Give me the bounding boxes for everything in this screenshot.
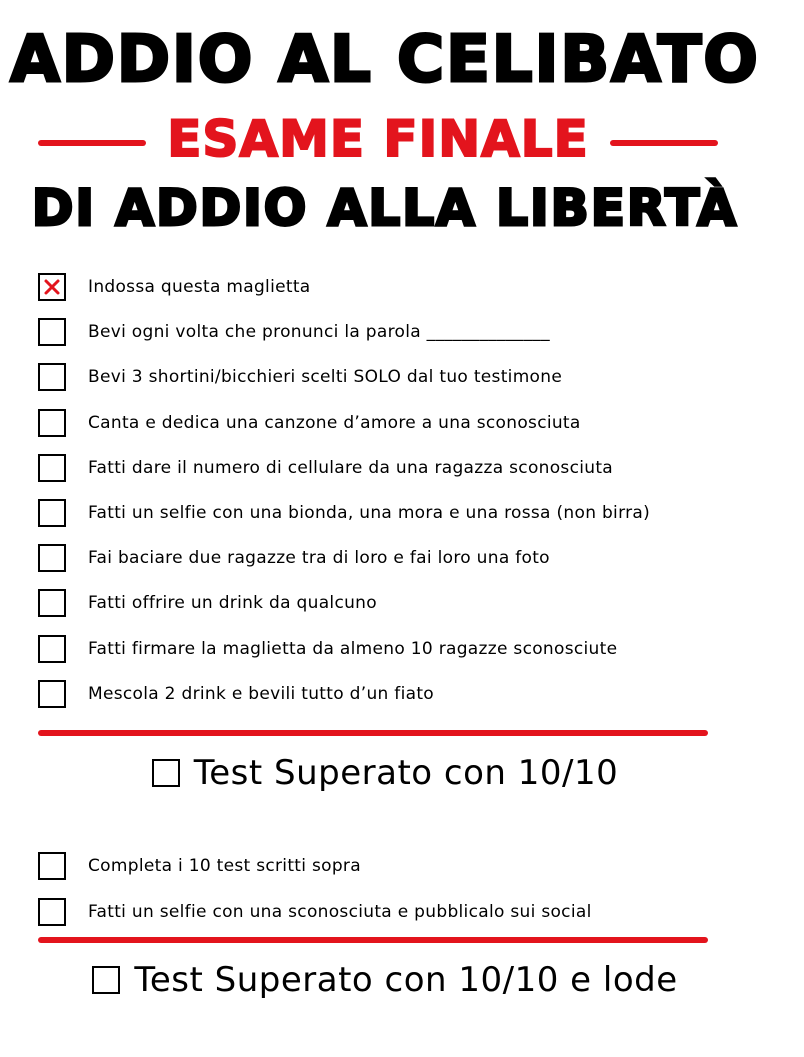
checkbox[interactable] bbox=[38, 852, 66, 880]
checkbox[interactable] bbox=[38, 898, 66, 926]
checklist-item bbox=[38, 360, 562, 394]
main-title-line-2: DI ADDIO ALLA LIBERTÀ bbox=[31, 179, 739, 237]
pass-row-2 bbox=[0, 955, 770, 1005]
pass-label-2: Test Superato con 10/10 e lode bbox=[134, 960, 678, 1000]
checkbox[interactable] bbox=[38, 544, 66, 572]
checklist-item-label: Bevi 3 shortini/bicchieri scelti SOLO dal tuo testimone bbox=[88, 367, 563, 388]
checklist-item bbox=[38, 451, 613, 485]
checkbox[interactable] bbox=[38, 273, 66, 301]
checklist-item bbox=[38, 677, 434, 711]
checklist-item-label: Bevi ogni volta che pronunci la parola ______________ bbox=[88, 322, 550, 343]
checklist-item bbox=[38, 586, 377, 620]
checklist-item bbox=[38, 496, 650, 530]
checkbox[interactable] bbox=[38, 409, 66, 437]
checklist-item bbox=[38, 541, 550, 575]
checklist-item bbox=[38, 632, 617, 666]
checkbox[interactable] bbox=[38, 318, 66, 346]
checklist-item-label: Indossa questa maglietta bbox=[88, 277, 311, 297]
checklist-item-label: Fatti offrire un drink da qualcuno bbox=[88, 593, 377, 614]
checklist-item bbox=[38, 895, 592, 929]
checkbox[interactable] bbox=[38, 363, 66, 391]
checklist-item-label: Canta e dedica una canzone d’amore a una sconosciuta bbox=[88, 412, 581, 433]
checklist-item-label: Fatti firmare la maglietta da almeno 10 ragazze sconosciute bbox=[88, 638, 618, 659]
pass-label-1: Test Superato con 10/10 bbox=[193, 753, 619, 793]
checklist-item bbox=[38, 315, 550, 349]
checkbox[interactable] bbox=[38, 635, 66, 663]
x-mark-icon bbox=[43, 278, 61, 296]
subtitle-row bbox=[38, 112, 718, 168]
checkbox[interactable] bbox=[38, 680, 66, 708]
checklist-item-label: Fai baciare due ragazze tra di loro e fai loro una foto bbox=[88, 548, 550, 569]
checklist-item bbox=[38, 406, 581, 440]
checkbox[interactable] bbox=[38, 589, 66, 617]
subtitle-right-line bbox=[610, 140, 718, 146]
checkbox[interactable] bbox=[38, 454, 66, 482]
subtitle: ESAME FINALE bbox=[167, 110, 589, 168]
checklist-item-label: Mescola 2 drink e bevili tutto d’un fiato bbox=[88, 683, 434, 704]
checklist-item-label: Completa i 10 test scritti sopra bbox=[88, 856, 361, 876]
divider-1 bbox=[38, 730, 708, 736]
subtitle-left-line bbox=[38, 140, 146, 146]
pass-row-1 bbox=[0, 748, 770, 798]
pass-checkbox-1[interactable] bbox=[152, 759, 180, 787]
checklist-item bbox=[38, 849, 361, 883]
checkbox[interactable] bbox=[38, 499, 66, 527]
checklist-item-label: Fatti un selfie con una bionda, una mora e una rossa (non birra) bbox=[88, 503, 651, 523]
pass-checkbox-2[interactable] bbox=[92, 966, 120, 994]
checklist-item-label: Fatti dare il numero di cellulare da una ragazza sconosciuta bbox=[88, 457, 614, 478]
divider-2 bbox=[38, 937, 708, 943]
checklist-item bbox=[38, 270, 311, 304]
checklist-item-label: Fatti un selfie con una sconosciuta e pubblicalo sui social bbox=[88, 902, 592, 922]
main-title: ADDIO AL CELIBATO bbox=[10, 23, 760, 97]
